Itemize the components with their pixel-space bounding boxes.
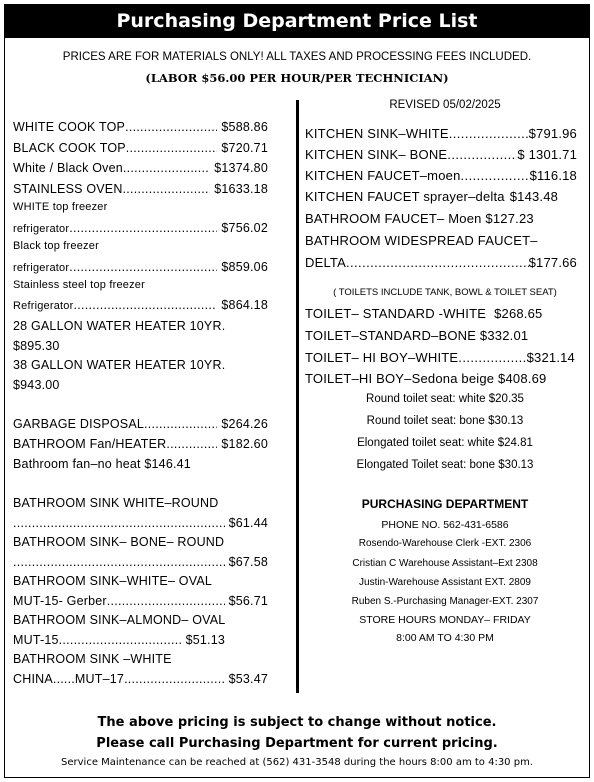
- contact-title: PURCHASING DEPARTMENT: [361, 497, 529, 511]
- item-price: $116.18: [529, 168, 577, 183]
- price-item: [305, 126, 577, 141]
- item-price: $268.65: [494, 306, 543, 321]
- column-divider: [296, 100, 299, 693]
- price-item: [13, 613, 268, 627]
- item-price: $859.06: [221, 260, 268, 274]
- item-label: KITCHEN FAUCET sprayer–delta: [305, 189, 505, 204]
- price-item: [13, 555, 268, 569]
- price-item: [13, 652, 268, 666]
- item-label: BATHROOM WIDESPREAD FAUCET–: [305, 233, 538, 248]
- price-item: [13, 457, 268, 471]
- price-item: [13, 240, 268, 252]
- item-price: $791.96: [528, 126, 577, 141]
- item-label: GARBAGE DISPOSAL: [13, 417, 145, 431]
- price-item: [305, 211, 577, 226]
- seat-price: Elongated toilet seat: white $24.81: [357, 437, 533, 449]
- store-hours: 8:00 AM TO 4:30 PM: [396, 632, 494, 644]
- price-item: [13, 378, 268, 392]
- price-item: [13, 437, 268, 451]
- contact-line: Rosendo-Warehouse Clerk -EXT. 2306: [358, 538, 532, 549]
- item-label: BATHROOM Fan/HEATER: [13, 437, 167, 451]
- item-label: BATHROOM SINK– BONE– ROUND: [13, 535, 225, 549]
- price-item: [13, 535, 268, 549]
- price-item: [13, 141, 268, 155]
- item-label: DELTA: [305, 255, 346, 270]
- price-item: [305, 233, 577, 248]
- pricing-disclaimer: The above pricing is subject to change without notice.: [97, 715, 497, 730]
- price-item: [305, 350, 575, 365]
- leader-dots: [69, 260, 217, 274]
- price-item: [13, 298, 268, 312]
- item-label: $943.00: [13, 378, 60, 392]
- contact-phone: PHONE NO. 562-431-6586: [381, 519, 509, 531]
- item-price: $264.26: [221, 417, 268, 431]
- leader-dots: [126, 141, 218, 155]
- item-price: $864.18: [221, 298, 268, 312]
- leader-dots: [166, 437, 217, 451]
- item-label: KITCHEN FAUCET–moen: [305, 168, 461, 183]
- item-label: Black top freezer: [13, 240, 99, 252]
- pricing-contact-note: Please call Purchasing Department for current pricing.: [96, 736, 498, 751]
- price-item: [305, 168, 577, 183]
- item-price: $53.47: [228, 672, 268, 686]
- item-label: CHINA......MUT–17: [13, 672, 125, 686]
- leader-dots: [144, 417, 217, 431]
- item-price: $143.48: [509, 189, 559, 204]
- price-list-page: [4, 4, 590, 778]
- item-price: $1374.80: [214, 161, 268, 175]
- service-maintenance-note: Service Maintenance can be reached at (562) 431-3548 during the hours 8:00 am to 4:30 pm.: [61, 757, 533, 768]
- leader-dots: [107, 594, 225, 608]
- item-price: $588.86: [221, 120, 268, 134]
- leader-dots: [69, 221, 217, 235]
- item-price: $182.60: [221, 437, 268, 451]
- item-label: BLACK COOK TOP: [13, 141, 126, 155]
- price-item: [13, 182, 268, 196]
- item-price: $56.71: [228, 594, 268, 608]
- leader-dots: [13, 555, 225, 569]
- item-label: TOILET– HI BOY–WHITE: [305, 350, 459, 365]
- item-price: $ 1301.71: [517, 147, 577, 162]
- price-item: [13, 201, 268, 213]
- item-label: MUT-15- Gerber: [13, 594, 107, 608]
- price-item: [13, 417, 268, 431]
- price-item: [305, 255, 577, 270]
- leader-dots: [13, 516, 225, 530]
- item-label: TOILET– STANDARD -WHITE: [305, 306, 487, 321]
- contact-line: Justin-Warehouse Assistant EXT. 2809: [359, 577, 531, 588]
- leader-dots: [123, 161, 210, 175]
- item-price: $51.13: [185, 633, 225, 647]
- labor-rate-note: (LABOR $56.00 PER HOUR/PER TECHNICIAN): [145, 71, 449, 85]
- page-title: Purchasing Department Price List: [5, 5, 589, 38]
- price-item: [13, 358, 268, 372]
- price-item: [13, 319, 268, 333]
- item-label: 38 GALLON WATER HEATER 10YR.: [13, 358, 226, 372]
- seat-price: Round toilet seat: white $20.35: [366, 393, 524, 405]
- item-label: WHITE top freezer: [13, 201, 108, 213]
- item-label: Refrigerator: [13, 300, 74, 312]
- price-item: [305, 371, 577, 386]
- item-label: refrigerator: [13, 262, 70, 274]
- item-price: $756.02: [221, 221, 268, 235]
- item-price: $1633.18: [214, 182, 268, 196]
- leader-dots: [124, 672, 225, 686]
- price-item: [13, 516, 268, 530]
- item-label: KITCHEN SINK– BONE: [305, 147, 448, 162]
- item-label: BATHROOM SINK–WHITE– OVAL: [13, 574, 213, 588]
- price-item: [305, 147, 577, 162]
- item-price: $720.71: [221, 141, 268, 155]
- price-item: [13, 120, 268, 134]
- price-item: [13, 279, 268, 291]
- leader-dots: [461, 168, 530, 183]
- item-label: refrigerator: [13, 223, 70, 235]
- seat-price: Round toilet seat: bone $30.13: [366, 415, 524, 427]
- item-label: $895.30: [13, 339, 60, 353]
- item-price: $61.44: [228, 516, 268, 530]
- materials-note: PRICES ARE FOR MATERIALS ONLY! ALL TAXES AND PROCESSING FEES INCLUDED.: [62, 51, 532, 63]
- price-item: [13, 260, 268, 274]
- item-label: Bathroom fan–no heat $146.41: [13, 457, 191, 471]
- leader-dots: [447, 147, 517, 162]
- price-item: [13, 594, 268, 608]
- item-label: STAINLESS OVEN: [13, 182, 123, 196]
- price-item: [13, 161, 268, 175]
- item-price: $67.58: [228, 555, 268, 569]
- price-item: [13, 339, 268, 353]
- item-label: Stainless steel top freezer: [13, 279, 145, 291]
- item-price: $321.14: [526, 350, 575, 365]
- seat-price: Elongated Toilet seat: bone $30.13: [356, 459, 534, 471]
- item-label: TOILET–HI BOY–Sedona beige $408.69: [305, 371, 547, 386]
- price-item: [13, 221, 268, 235]
- item-label: BATHROOM FAUCET– Moen $127.23: [305, 211, 534, 226]
- item-label: WHITE COOK TOP: [13, 120, 126, 134]
- item-label: BATHROOM SINK WHITE–ROUND: [13, 496, 219, 510]
- revised-date: REVISED 05/02/2025: [389, 99, 501, 111]
- price-item: [13, 633, 225, 647]
- item-label: White / Black Oven: [13, 161, 123, 175]
- item-label: MUT-15: [13, 633, 59, 647]
- contact-line: Cristian C Warehouse Assistant–Ext 2308: [352, 558, 538, 569]
- leader-dots: [73, 298, 217, 312]
- leader-dots: [346, 255, 529, 270]
- price-item: [305, 306, 575, 321]
- price-item: [13, 672, 268, 686]
- item-label: KITCHEN SINK–WHITE: [305, 126, 449, 141]
- item-label: TOILET–STANDARD–BONE $332.01: [305, 328, 529, 343]
- item-label: 28 GALLON WATER HEATER 10YR.: [13, 319, 226, 333]
- leader-dots: [123, 182, 211, 196]
- store-hours-label: STORE HOURS MONDAY– FRIDAY: [359, 614, 531, 626]
- item-label: BATHROOM SINK–ALMOND– OVAL: [13, 613, 226, 627]
- price-item: [305, 189, 577, 204]
- leader-dots: [458, 350, 526, 365]
- contact-line: Ruben S.-Purchasing Manager-EXT. 2307: [351, 596, 539, 607]
- item-label: BATHROOM SINK –WHITE: [13, 652, 172, 666]
- leader-dots: [449, 126, 529, 141]
- toilet-note: ( TOILETS INCLUDE TANK, BOWL & TOILET SEAT): [333, 287, 557, 298]
- leader-dots: [59, 633, 182, 647]
- leader-dots: [125, 120, 217, 134]
- price-item: [13, 496, 268, 510]
- price-item: [305, 328, 577, 343]
- price-item: [13, 574, 268, 588]
- item-price: $177.66: [528, 255, 577, 270]
